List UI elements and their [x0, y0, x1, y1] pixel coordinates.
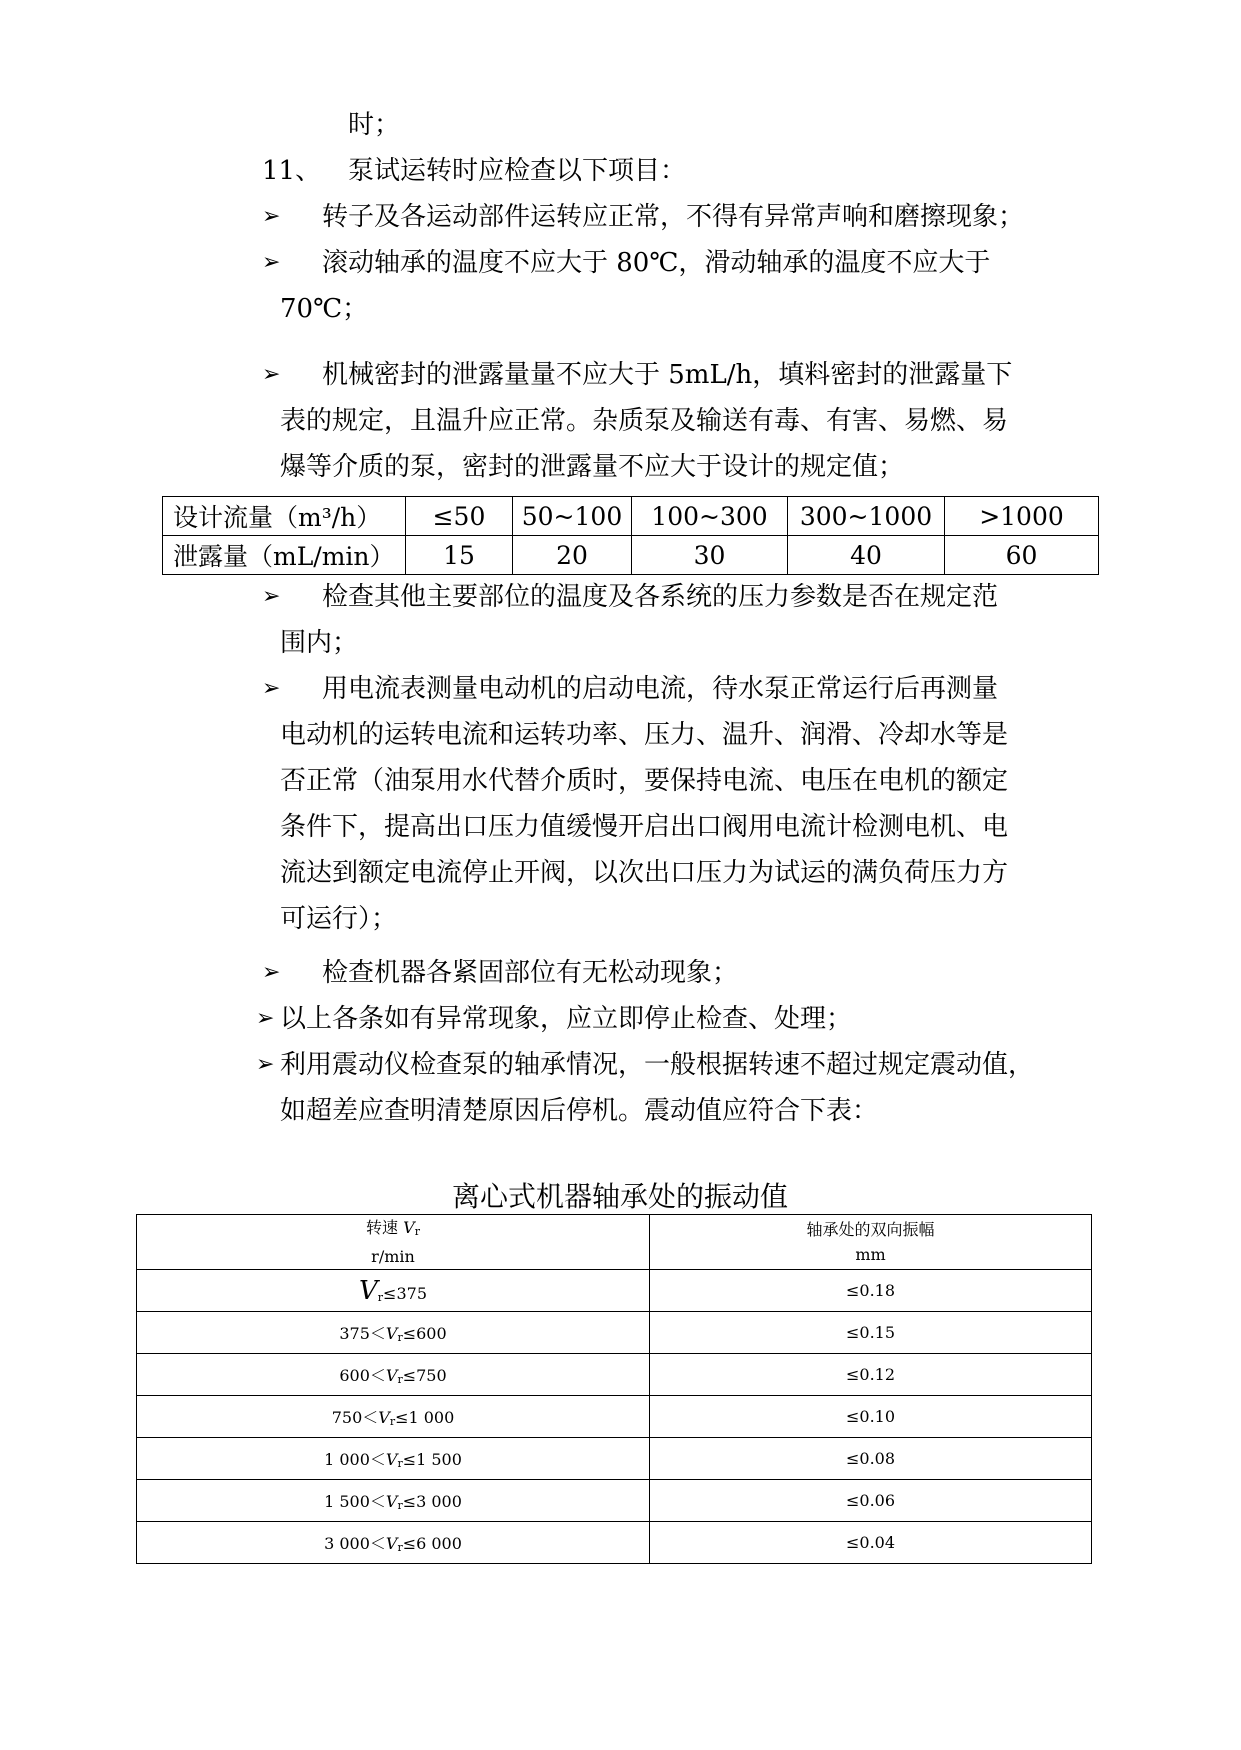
speed-variable-subscript: r	[397, 1373, 403, 1386]
header-cell-speed	[137, 1215, 650, 1270]
table-cell: 30	[632, 536, 788, 575]
table-caption: 离心式机器轴承处的振动值	[452, 1180, 789, 1213]
speed-range-cell	[137, 1312, 650, 1354]
amplitude-cell: ≤0.15	[650, 1312, 1092, 1354]
table-cell: >1000	[945, 497, 1099, 536]
table-row	[137, 1480, 1092, 1522]
bullet-arrow-icon: ➢	[256, 1006, 275, 1031]
table-cell: 50~100	[513, 497, 632, 536]
speed-upper: ≤750	[402, 1366, 447, 1385]
header-cell-amplitude	[650, 1215, 1092, 1270]
speed-upper: ≤600	[402, 1324, 447, 1343]
bullet-arrow-icon: ➢	[262, 676, 281, 701]
speed-range-cell	[137, 1354, 650, 1396]
bullet-text-cont: 爆等介质的泵，密封的泄露量不应大于设计的规定值；	[280, 452, 905, 482]
amplitude-cell: ≤0.08	[650, 1438, 1092, 1480]
vibration-table	[136, 1214, 1092, 1564]
bullet-arrow-icon: ➢	[262, 204, 281, 229]
item-number: 11、	[262, 156, 322, 186]
table-cell: 40	[788, 536, 945, 575]
bullet-arrow-icon: ➢	[262, 250, 281, 275]
bullet-text-cont: 条件下，提高出口压力值缓慢开启出口阀用电流计检测电机、电	[280, 812, 1009, 842]
table-row	[163, 536, 1099, 575]
speed-upper: ≤1 000	[395, 1408, 455, 1427]
table-row	[137, 1312, 1092, 1354]
bullet-text-cont: 电动机的运转电流和运转功率、压力、温升、润滑、冷却水等是	[280, 720, 1009, 750]
speed-lower: 3 000＜	[324, 1534, 386, 1553]
bullet-text-cont: 流达到额定电流停止开阀，以次出口压力为试运的满负荷压力方	[280, 858, 1009, 888]
header-speed-label: 转速	[366, 1218, 399, 1237]
table-row	[137, 1396, 1092, 1438]
amplitude-cell: ≤0.18	[650, 1270, 1092, 1312]
bullet-text-cont: 否正常（油泵用水代替介质时，要保持电流、电压在电机的额定	[280, 766, 1009, 796]
bullet-text: 以上各条如有异常现象，应立即停止检查、处理；	[280, 1004, 853, 1034]
amplitude-cell: ≤0.04	[650, 1522, 1092, 1564]
bullet-text-cont: 如超差应查明清楚原因后停机。震动值应符合下表：	[280, 1096, 879, 1126]
speed-variable: V	[385, 1534, 398, 1553]
table-cell: 60	[945, 536, 1099, 575]
table-row	[137, 1438, 1092, 1480]
speed-lower: 1 500＜	[324, 1492, 386, 1511]
speed-lower: 750＜	[331, 1408, 379, 1427]
amplitude-cell: ≤0.10	[650, 1396, 1092, 1438]
bullet-text-cont: 表的规定，且温升应正常。杂质泵及输送有毒、有害、易燃、易	[280, 406, 1009, 436]
leakage-table	[162, 496, 1099, 575]
table-cell: 15	[406, 536, 513, 575]
speed-variable-subscript: r	[397, 1499, 403, 1512]
table-row	[137, 1270, 1092, 1312]
bullet-arrow-icon: ➢	[262, 584, 281, 609]
bullet-text: 转子及各运动部件运转应正常，不得有异常声响和磨擦现象；	[322, 202, 1025, 232]
bullet-text: 检查机器各紧固部位有无松动现象；	[322, 958, 739, 988]
bullet-text-cont: 70℃；	[280, 294, 369, 324]
header-amplitude-label: 轴承处的双向振幅	[806, 1220, 935, 1239]
speed-variable: V	[385, 1450, 398, 1469]
speed-upper: ≤6 000	[402, 1534, 462, 1553]
speed-variable-subscript: r	[414, 1225, 420, 1238]
header-amplitude-unit: mm	[855, 1245, 886, 1264]
speed-range-cell	[137, 1480, 650, 1522]
bullet-arrow-icon: ➢	[262, 960, 281, 985]
item-heading: 泵试运转时应检查以下项目：	[348, 156, 687, 186]
speed-upper: ≤1 500	[402, 1450, 462, 1469]
table-row	[163, 497, 1099, 536]
table-row	[137, 1354, 1092, 1396]
speed-variable-subscript: r	[397, 1541, 403, 1554]
speed-lower: 375＜	[339, 1324, 386, 1343]
speed-variable: V	[403, 1218, 415, 1237]
table-cell: ≤50	[406, 497, 513, 536]
speed-range-cell	[137, 1438, 650, 1480]
bullet-text: 检查其他主要部位的温度及各系统的压力参数是否在规定范	[322, 582, 999, 612]
speed-range-cell	[137, 1396, 650, 1438]
bullet-text: 机械密封的泄露量量不应大于 5mL/h，填料密封的泄露量下	[322, 360, 1013, 390]
speed-variable: V	[385, 1324, 398, 1343]
speed-lower: 1 000＜	[324, 1450, 386, 1469]
speed-variable-subscript: r	[389, 1415, 396, 1428]
speed-range-cell	[137, 1270, 650, 1312]
speed-variable: V	[385, 1492, 398, 1511]
bullet-text: 滚动轴承的温度不应大于 80℃，滑动轴承的温度不应大于	[322, 248, 991, 278]
table-cell: 泄露量（mL/min）	[163, 536, 406, 575]
table-row	[137, 1522, 1092, 1564]
table-cell: 设计流量（m³/h）	[163, 497, 406, 536]
bullet-text-cont: 围内；	[280, 628, 359, 658]
speed-variable-subscript: r	[397, 1457, 403, 1470]
speed-range-cell	[137, 1522, 650, 1564]
bullet-text-cont: 可运行）；	[280, 904, 398, 934]
speed-upper: ≤375	[383, 1283, 427, 1303]
speed-variable: V	[385, 1366, 398, 1385]
speed-lower: 600＜	[339, 1366, 386, 1385]
header-speed-unit: r/min	[371, 1247, 415, 1266]
text-line: 时；	[348, 110, 401, 140]
amplitude-cell: ≤0.12	[650, 1354, 1092, 1396]
bullet-text: 用电流表测量电动机的启动电流，待水泵正常运行后再测量	[322, 674, 999, 704]
bullet-arrow-icon: ➢	[256, 1052, 275, 1077]
table-header-row	[137, 1215, 1092, 1270]
bullet-text: 利用震动仪检查泵的轴承情况，一般根据转速不超过规定震动值，	[280, 1050, 1035, 1080]
table-cell: 20	[513, 536, 632, 575]
table-cell: 300~1000	[788, 497, 945, 536]
speed-upper: ≤3 000	[402, 1492, 462, 1511]
table-cell: 100~300	[632, 497, 788, 536]
speed-variable-subscript: r	[397, 1331, 403, 1344]
speed-variable: V	[378, 1408, 390, 1427]
amplitude-cell: ≤0.06	[650, 1480, 1092, 1522]
bullet-arrow-icon: ➢	[262, 362, 281, 387]
speed-variable-subscript: r	[377, 1290, 384, 1304]
speed-variable: V	[359, 1275, 378, 1306]
